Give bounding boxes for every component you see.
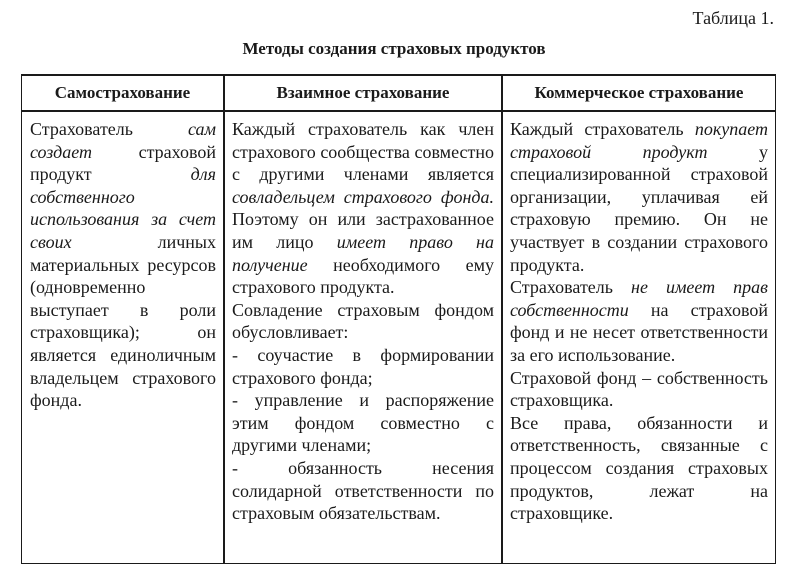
cell-paragraph [232, 344, 494, 389]
emphasis-text: сам создает [30, 119, 216, 162]
cell-commercial-insurance [510, 118, 768, 525]
body-text: - управление и распоряжение этим фондом совместно с другими членами; [232, 390, 494, 456]
column-header-commercial-insurance: Коммерческое страхование [534, 83, 744, 102]
header-bottom-rule [22, 110, 775, 112]
emphasis-text: для собственного использования за счет своих [30, 164, 216, 252]
cell-paragraph [510, 118, 768, 276]
cell-paragraph [510, 412, 768, 525]
body-text: - обязанность несения солидарной ответственности по страховым обязательствам. [232, 457, 494, 524]
body-text: личных материальных ресурсов (одновременно выступает в роли страховщика); он является единоличным владельцем страхового фонда. [30, 231, 216, 411]
body-text: Каждый страхователь [510, 119, 695, 139]
body-text: необходимого ему страхового продукта. [232, 254, 494, 298]
cell-paragraph [232, 118, 494, 299]
emphasis-text: имеет право на получение [232, 231, 494, 275]
cell-paragraph [232, 389, 494, 457]
methods-table [21, 74, 776, 564]
cell-paragraph [232, 457, 494, 525]
cell-paragraph [30, 118, 216, 412]
body-text: на страховой фонд и не несет ответственности за его использование. [510, 299, 768, 365]
body-text: у специализированной страховой организации, уплачивая ей страховую премию. Он не участвует в создании страхового продукта. [510, 141, 768, 275]
column-divider [501, 74, 503, 564]
body-text: Страхователь [510, 277, 632, 298]
emphasis-text: не имеет прав собственности [510, 277, 768, 320]
body-text: страховой продукт [30, 141, 216, 185]
cell-mutual-insurance [232, 118, 494, 525]
emphasis-text: совладельцем страхового фонда. [232, 186, 494, 207]
body-text: Каждый страхователь как член страхового сообщества совместно с другими членами является [232, 119, 494, 185]
column-header-self-insurance: Самострахование [54, 83, 191, 102]
body-text: Все права, обязанности и ответственность, связанные с процессом создания страховых продуктов, лежат на страховщике. [510, 412, 768, 524]
emphasis-text: покупает страховой продукт [510, 119, 768, 162]
body-text: - соучастие в формировании страхового фонда; [232, 344, 494, 388]
cell-paragraph [232, 299, 494, 344]
table-number-label: Таблица 1. [692, 8, 774, 28]
body-text: Страховой фонд – собственность страховщика. [510, 367, 768, 411]
body-text: Поэтому он или застрахованное им лицо [232, 209, 494, 252]
table-bottom-rule [22, 563, 775, 565]
cell-paragraph [510, 276, 768, 366]
body-text: Страхователь [30, 119, 188, 139]
column-divider [223, 74, 225, 564]
body-text: Совладение страховым фондом обусловливает: [232, 299, 494, 343]
column-header-mutual-insurance: Взаимное страхование [276, 83, 450, 102]
table-title: Методы создания страховых продуктов [242, 39, 546, 58]
cell-paragraph [510, 367, 768, 412]
cell-self-insurance [30, 118, 216, 412]
